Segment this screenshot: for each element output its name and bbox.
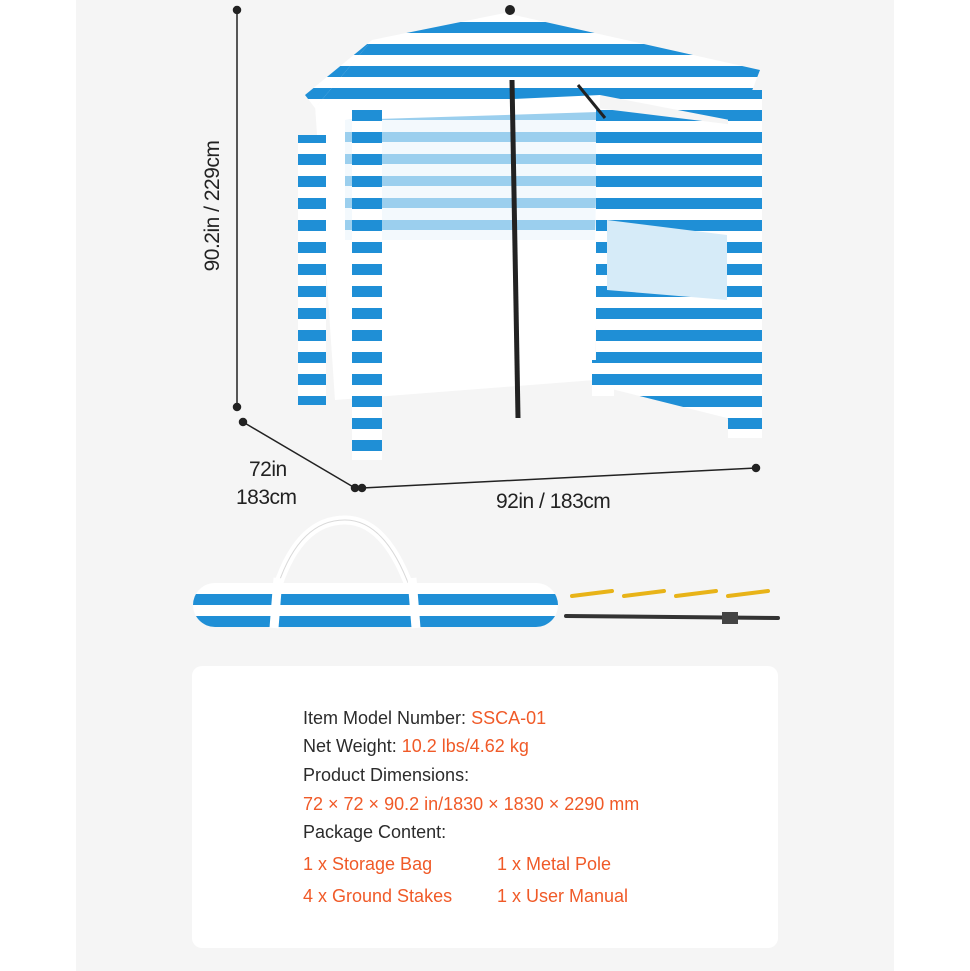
- depth-dimension-cm: 183cm: [236, 486, 297, 509]
- net-weight-label: Net Weight:: [303, 736, 397, 756]
- net-weight-row: [303, 736, 529, 757]
- ground-stakes: [572, 591, 768, 596]
- metal-pole: [566, 612, 778, 624]
- cabana-tent: [298, 5, 762, 460]
- model-number-row: [303, 708, 546, 729]
- package-item: 1 x User Manual: [497, 886, 629, 906]
- height-dimension-label: 90.2in / 229cm: [201, 140, 224, 272]
- model-number-value: SSCA-01: [471, 708, 547, 728]
- net-weight-value: 10.2 lbs/4.62 kg: [401, 736, 529, 756]
- spec-card: [192, 666, 778, 948]
- package-item: 1 x Storage Bag: [303, 854, 433, 874]
- storage-bag: [193, 520, 558, 628]
- product-dimensions-label: Product Dimensions:: [303, 765, 470, 785]
- package-item: 4 x Ground Stakes: [303, 886, 453, 906]
- width-dimension-label: 92in / 183cm: [496, 490, 611, 513]
- model-number-label: Item Model Number:: [303, 708, 467, 728]
- package-item: 1 x Metal Pole: [497, 854, 612, 874]
- depth-dimension-inches: 72in: [249, 458, 287, 481]
- package-content-label: Package Content:: [303, 822, 447, 842]
- product-dimensions-value: 72 × 72 × 90.2 in/1830 × 1830 × 2290 mm: [303, 794, 640, 814]
